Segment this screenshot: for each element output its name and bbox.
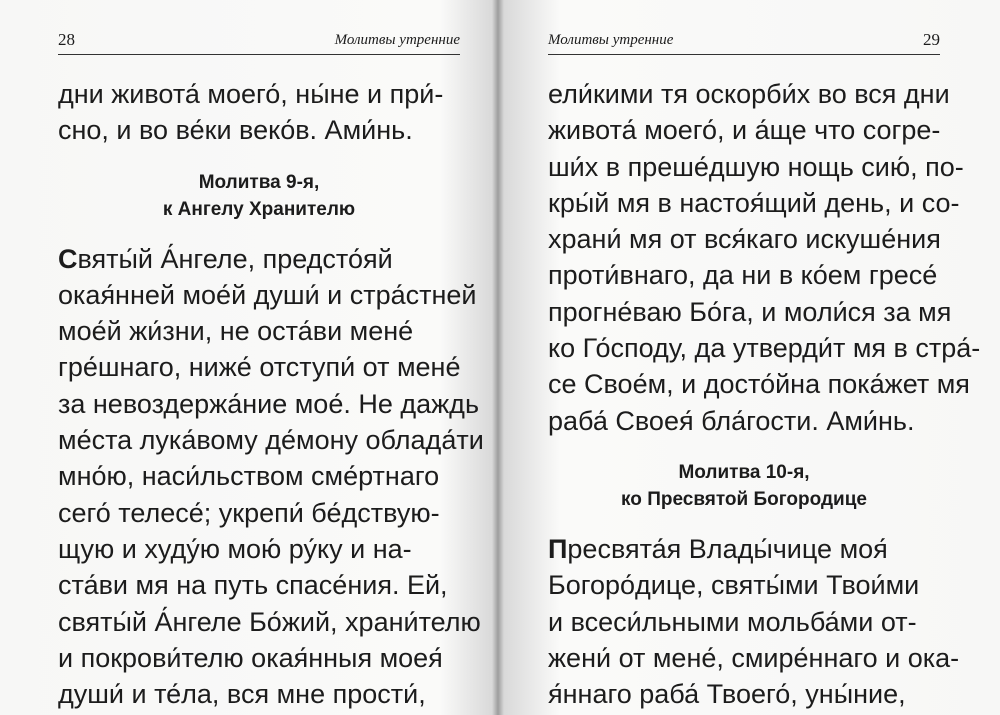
drop-letter: С — [58, 243, 78, 274]
text-line: живота́ моего́, и а́ще что согре- — [548, 115, 941, 146]
page-body — [548, 76, 981, 712]
text-line: Пресвята́я Влады́чице моя́ — [548, 533, 888, 564]
page-header — [548, 28, 940, 55]
prayer-heading: Молитва 10-я, ко Пресвятой Богородице — [621, 461, 867, 510]
running-title: Молитвы утренние — [548, 32, 674, 48]
text-line: гре́шнаго, ниже́ отступи́ от мене́ — [58, 352, 461, 383]
text-line: окая́нней мое́й души́ и стра́стней — [58, 279, 477, 310]
prayer-heading: Молитва 9-я, к Ангелу Хранителю — [162, 171, 356, 220]
text-line: за невоздержа́ние мое́. Не даждь — [58, 388, 480, 419]
text-line: святы́й А́нгеле Бо́жий, храни́телю — [58, 606, 481, 637]
right-page — [548, 0, 981, 715]
page-number: 28 — [58, 30, 75, 49]
text-line: жени́ от мене́, смире́ннаго и ока- — [548, 642, 960, 673]
text-line: сно, и во ве́ки веко́в. Ами́нь. — [58, 115, 413, 146]
text-line: Богоро́дице, святы́ми Твои́ми — [548, 570, 920, 601]
page-header — [58, 28, 460, 55]
text-line: ши́х в преше́дшую нощь сию́, по- — [548, 151, 964, 182]
text-line: и всеси́льными мольба́ми от- — [548, 606, 917, 637]
text-line: души́ и те́ла, вся мне прости́, — [58, 679, 426, 710]
text-line: прогне́ваю Бо́га, и моли́ся за мя — [548, 296, 952, 327]
text-line: храни́ мя от вся́каго искуше́ния — [548, 224, 941, 255]
text-line: ме́ста лука́вому де́мону облада́ти — [58, 425, 484, 456]
text-line: щую и худу́ю мою́ ру́ку и на- — [58, 533, 412, 564]
text-line: дни живота́ моего́, ны́не и при́- — [58, 79, 444, 109]
text-line: ко Го́споду, да утверди́т мя в стра́- — [548, 333, 981, 364]
text-line: я́ннаго раба́ Твоего́, уны́ние, — [548, 679, 906, 710]
running-title: Молитвы утренние — [334, 32, 460, 48]
text-line: раба́ Своея́ бла́гости. Ами́нь. — [548, 405, 915, 436]
left-page — [58, 0, 484, 715]
text-line: сего́ телесе́; укрепи́ бе́дствую- — [58, 497, 440, 528]
text-line: кры́й мя в настоя́щий день, и со- — [548, 187, 960, 218]
text-line: и покрови́телю окая́нныя моея́ — [58, 642, 443, 673]
text-line: мно́ю, наси́льством сме́ртнаго — [58, 461, 440, 492]
text-line: ста́ви мя на путь спасе́ния. Ей, — [58, 570, 448, 601]
page-number: 29 — [923, 30, 940, 49]
text-line: Святы́й А́нгеле, предсто́яй — [58, 243, 393, 274]
page-body — [58, 76, 484, 712]
text-line: проти́внаго, да ни в ко́ем гресе́ — [548, 260, 938, 291]
text-line: ели́кими тя оскорби́х во вся дни — [548, 79, 950, 109]
drop-letter: П — [548, 533, 568, 564]
text-line: мое́й жи́зни, не оста́ви мене́ — [58, 316, 414, 347]
text-line: се Свое́м, и досто́йна пока́жет мя — [548, 369, 970, 400]
